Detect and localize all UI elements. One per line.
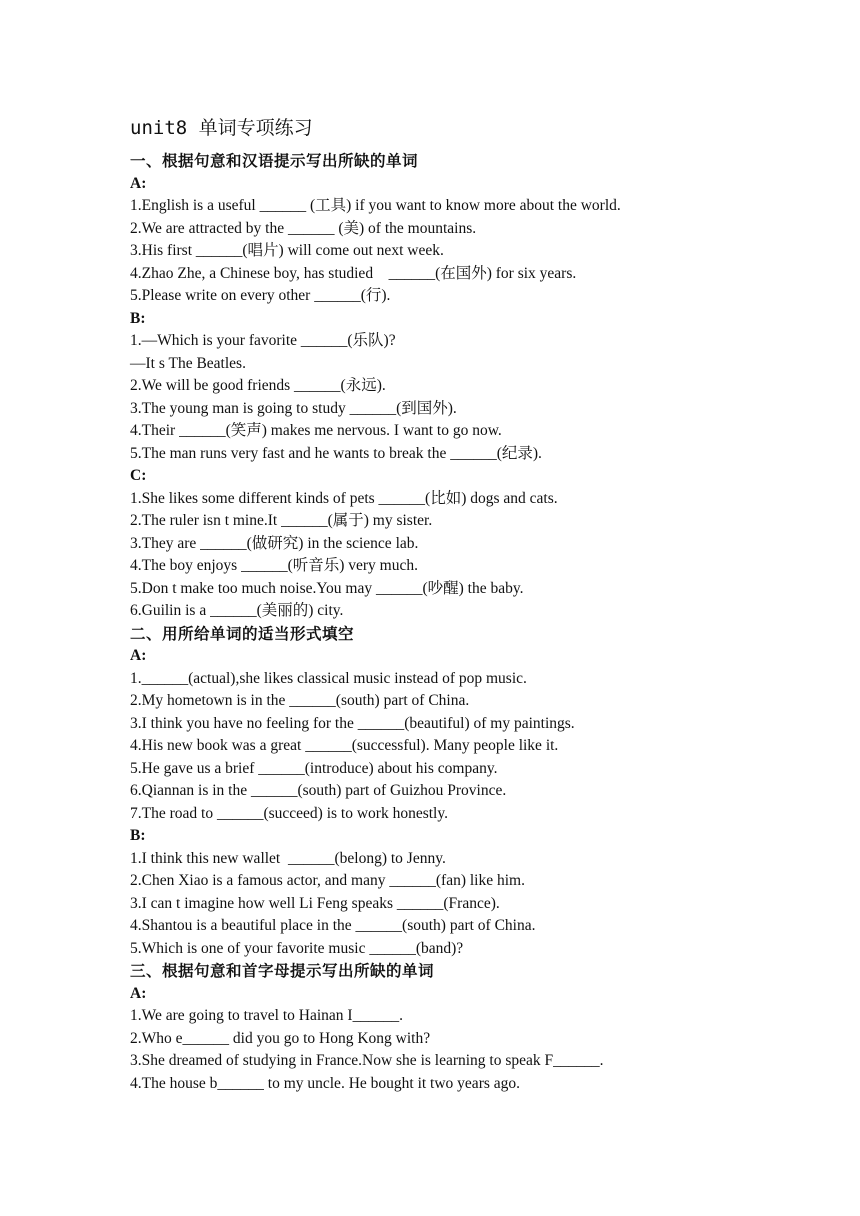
- section-heading: 一、根据句意和汉语提示写出所缺的单词: [130, 152, 419, 170]
- exercise-line: 2.We will be good friends ______(永远).: [130, 377, 386, 394]
- exercise-line: 3.I think you have no feeling for the ______(beautiful) of my paintings.: [130, 714, 575, 732]
- exercise-line: 3.She dreamed of studying in France.Now she is learning to speak F______.: [130, 1052, 604, 1069]
- worksheet-content: [130, 150, 820, 1095]
- exercise-line: 5.The man runs very fast and he wants to break the ______(纪录).: [130, 444, 542, 462]
- exercise-line: 5.Don t make too much noise.You may ______(吵醒) the baby.: [130, 579, 524, 597]
- exercise-line: 5.Please write on every other ______(行).: [130, 287, 391, 304]
- exercise-line: 1.She likes some different kinds of pets ______(比如) dogs and cats.: [130, 489, 558, 507]
- exercise-line: 1.We are going to travel to Hainan I______.: [130, 1007, 403, 1024]
- exercise-line: 3.The young man is going to study ______(到国外).: [130, 399, 457, 417]
- group-label: A:: [130, 647, 147, 664]
- exercise-line: 3.His first ______(唱片) will come out next week.: [130, 242, 444, 259]
- exercise-line: 2.The ruler isn t mine.It ______(属于) my sister.: [130, 512, 433, 529]
- exercise-line: 3.They are ______(做研究) in the science lab.: [130, 534, 419, 552]
- exercise-line: 2.We are attracted by the ______ (美) of the mountains.: [130, 219, 477, 237]
- group-label: A:: [130, 984, 147, 1002]
- exercise-line: 4.His new book was a great ______(successful). Many people like it.: [130, 737, 559, 754]
- exercise-line: —It s The Beatles.: [130, 354, 246, 372]
- exercise-line: 2.My hometown is in the ______(south) part of China.: [130, 692, 470, 709]
- exercise-line: 4.Their ______(笑声) makes me nervous. I want to go now.: [130, 422, 502, 439]
- exercise-line: 2.Chen Xiao is a famous actor, and many ______(fan) like him.: [130, 872, 525, 889]
- exercise-line: 4.Zhao Zhe, a Chinese boy, has studied ______(在国外) for six years.: [130, 264, 577, 282]
- exercise-line: 4.The boy enjoys ______(听音乐) very much.: [130, 557, 418, 574]
- exercise-line: 1.English is a useful ______ (工具) if you want to know more about the world.: [130, 197, 621, 214]
- exercise-line: 6.Guilin is a ______(美丽的) city.: [130, 602, 344, 619]
- exercise-line: 5.Which is one of your favorite music ______(band)?: [130, 939, 464, 957]
- exercise-line: 2.Who e______ did you go to Hong Kong with?: [130, 1029, 431, 1047]
- section-heading: 三、根据句意和首字母提示写出所缺的单词: [130, 962, 435, 980]
- group-label: B:: [130, 827, 146, 844]
- exercise-line: 1.—Which is your favorite ______(乐队)?: [130, 332, 396, 349]
- group-label: A:: [130, 174, 147, 192]
- exercise-line: 1.______(actual),she likes classical music instead of pop music.: [130, 669, 527, 687]
- section-heading: 二、用所给单词的适当形式填空: [130, 624, 355, 643]
- exercise-line: 6.Qiannan is in the ______(south) part of Guizhou Province.: [130, 782, 507, 799]
- exercise-line: 4.The house b______ to my uncle. He bought it two years ago.: [130, 1074, 521, 1092]
- page-title: unit8 单词专项练习: [130, 117, 313, 139]
- group-label: C:: [130, 467, 147, 484]
- exercise-line: 5.He gave us a brief ______(introduce) about his company.: [130, 759, 498, 777]
- exercise-line: 1.I think this new wallet ______(belong) to Jenny.: [130, 849, 446, 867]
- group-label: B:: [130, 309, 146, 327]
- exercise-line: 3.I can t imagine how well Li Feng speaks ______(France).: [130, 894, 500, 912]
- exercise-line: 7.The road to ______(succeed) is to work honestly.: [130, 804, 448, 822]
- exercise-line: 4.Shantou is a beautiful place in the ______(south) part of China.: [130, 917, 536, 934]
- worksheet: [130, 114, 820, 1095]
